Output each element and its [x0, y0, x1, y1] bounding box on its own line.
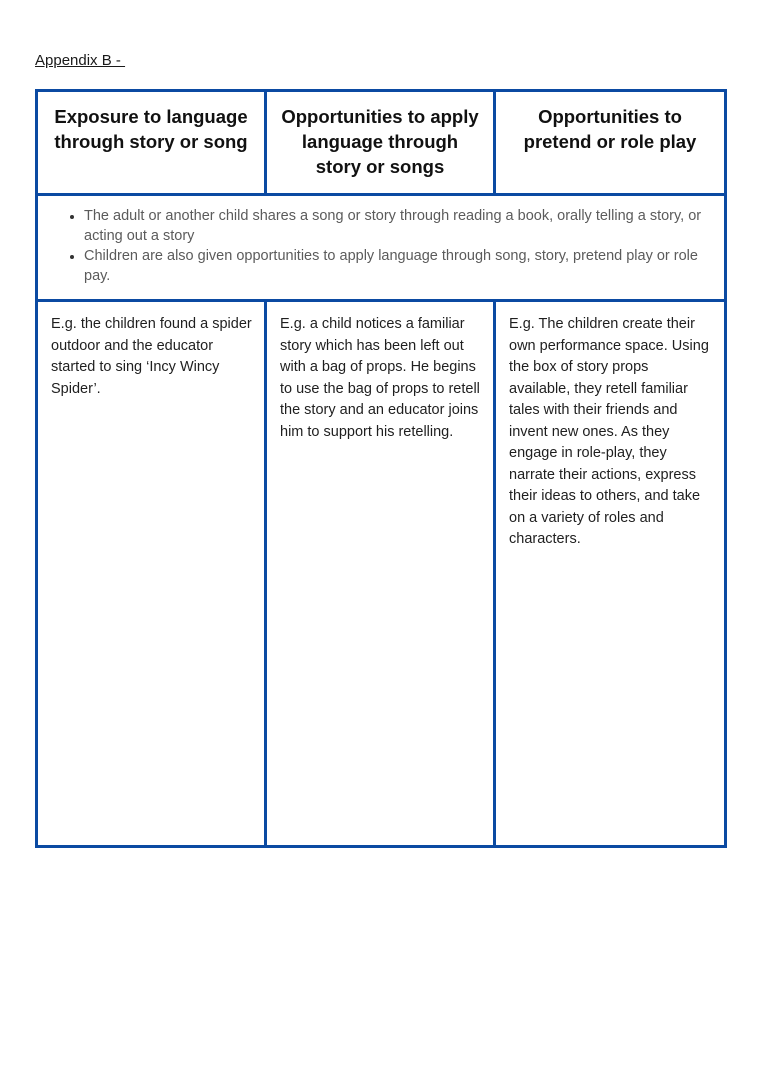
- summary-row: [37, 195, 726, 301]
- example-row: [37, 301, 726, 847]
- header-opportunities-to-pretend: Opportunities to pretend or role play: [495, 91, 726, 195]
- summary-item-sharing: • The adult or another child shares a song or story through reading a book, orally telling a story, or acting out a story: [84, 206, 710, 246]
- summary-list: [62, 206, 710, 286]
- header-opportunities-to-apply-language: Opportunities to apply language through story or songs: [266, 91, 495, 195]
- summary-item-applying: • Children are also given opportunities to apply language through song, story, pretend play or role pay.: [84, 246, 710, 286]
- appendix-title: Appendix B -: [35, 52, 126, 69]
- summary-cell: [37, 195, 726, 301]
- language-opportunities-table: [35, 89, 727, 848]
- example-exposure: E.g. the children found a spider outdoor and the educator started to sing ‘Incy Wincy Spider’.: [37, 301, 266, 847]
- example-pretend: E.g. The children create their own performance space. Using the box of story props available, they retell familiar tales with their friends and invent new ones. As they engage in role-play, they narrate their actions, express their ideas to others, and take on a variety of roles and characters.: [495, 301, 726, 847]
- header-row: [37, 91, 726, 195]
- header-exposure-to-language: Exposure to language through story or song: [37, 91, 266, 195]
- example-apply: E.g. a child notices a familiar story which has been left out with a bag of props. He begins to use the bag of props to retell the story and an educator joins him to support his retelling.: [266, 301, 495, 847]
